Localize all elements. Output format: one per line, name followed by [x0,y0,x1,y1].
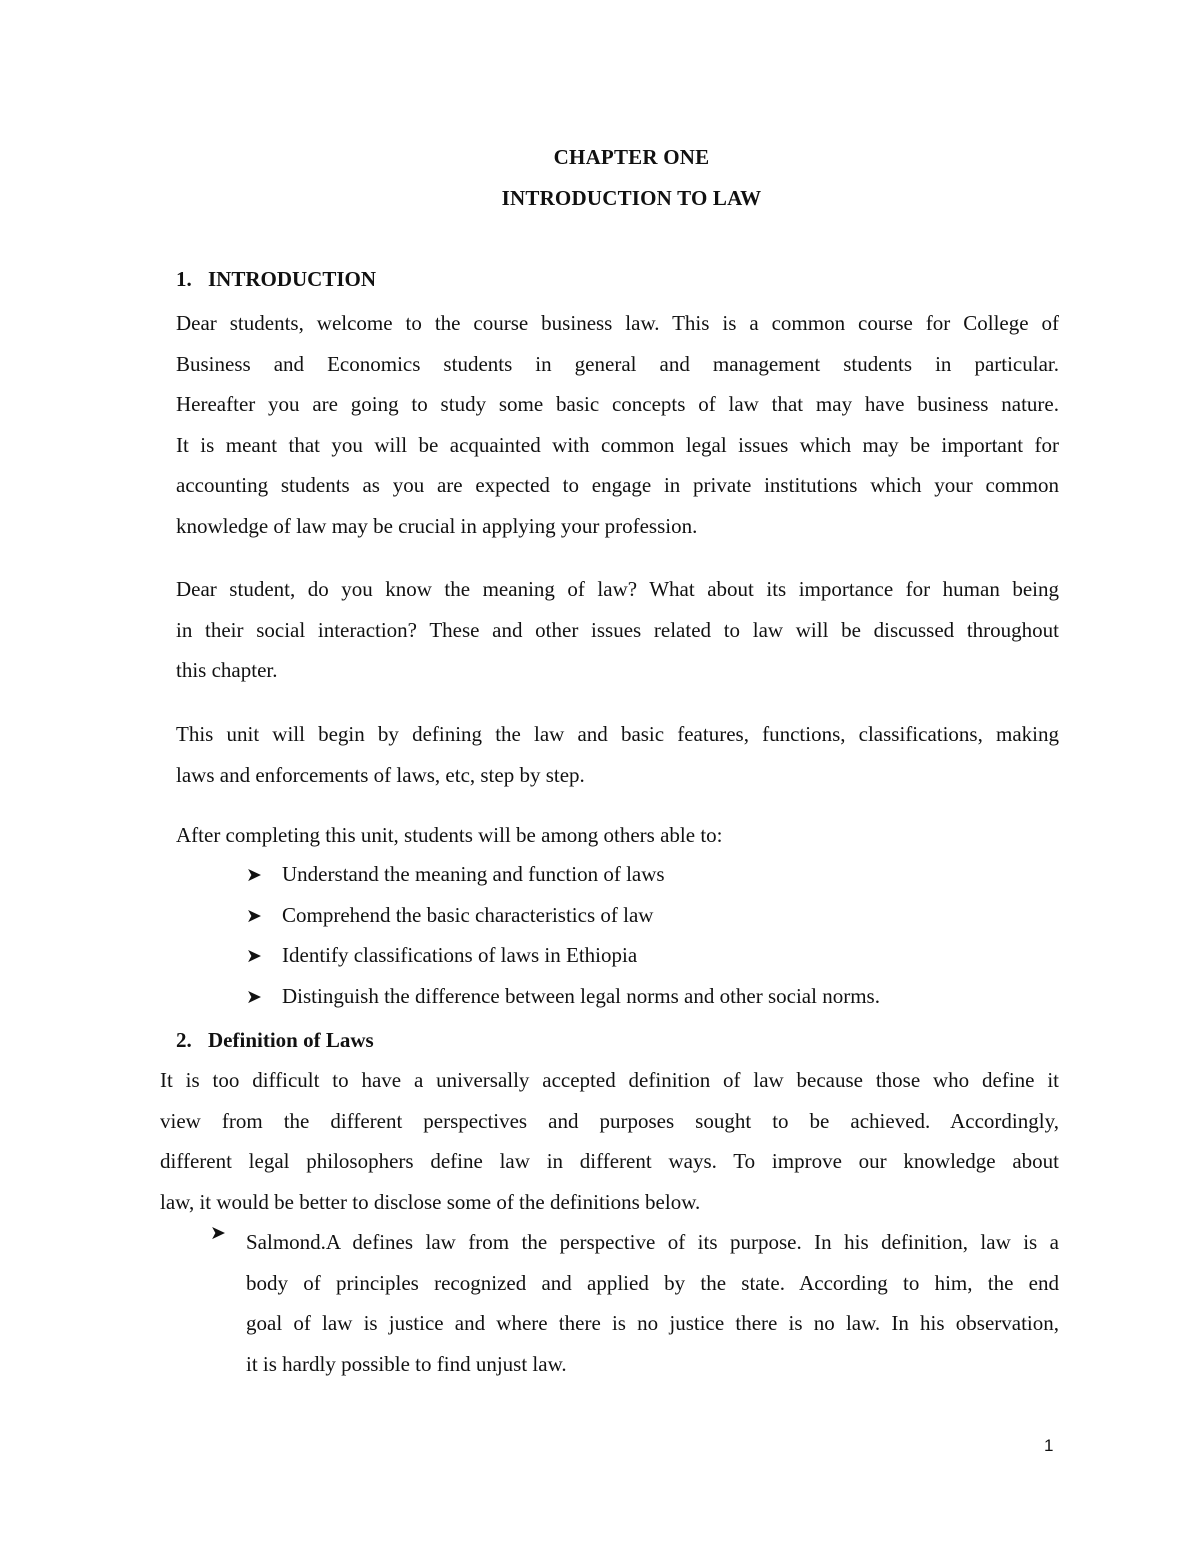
section-2-heading [176,1028,374,1053]
page-number: 1 [1044,1436,1054,1455]
objectives-intro [176,815,1059,856]
list-item-text: Distinguish the difference between legal norms and other social norms. [282,983,880,1008]
objectives-list [246,862,880,1024]
paragraph-line: different legal philosophers define law in different ways. To improve our knowledge about [160,1149,1059,1173]
arrowhead-bullet-icon: ➤ [246,864,262,886]
chapter-title: CHAPTER ONE [553,145,710,169]
paragraph-line: After completing this unit, students will be among others able to: [176,823,723,847]
definitions-list [210,1222,246,1263]
paragraph-line: It is meant that you will be acquainted with common legal issues which may be important for [176,432,1059,457]
definition-paragraph [160,1060,1059,1222]
list-item-text: Identify classifications of laws in Ethiopia [282,943,638,967]
arrowhead-bullet-icon: ➤ [210,1222,226,1244]
intro-paragraph-1 [176,303,1059,546]
list-item-text: Understand the meaning and function of laws [282,862,665,886]
paragraph-line: body of principles recognized and applied by the state. According to him, the end [246,1270,1059,1295]
paragraph-line: in their social interaction? These and other issues related to law will be discussed throughout [176,617,1059,642]
section-1-number: 1. [176,267,192,291]
paragraph-line: it is hardly possible to find unjust law. [246,1351,567,1376]
paragraph-line: laws and enforcements of laws, etc, step by step. [176,762,585,787]
paragraph-line: knowledge of law may be crucial in applying your profession. [176,513,698,538]
section-2-title: Definition of Laws [208,1028,374,1052]
list-item [246,903,880,944]
list-item [246,862,880,903]
paragraph-line: view from the different perspectives and purposes sought to be achieved. Accordingly, [160,1108,1059,1133]
paragraph-line: It is too difficult to have a universally accepted definition of law because those who define it [160,1068,1059,1092]
list-item [246,984,880,1025]
paragraph-line: This unit will begin by defining the law and basic features, functions, classifications, making [176,722,1059,746]
arrowhead-bullet-icon: ➤ [246,904,262,927]
paragraph-line: Salmond.A defines law from the perspective of its purpose. In his definition, law is a [246,1230,1059,1254]
paragraph-line: law, it would be better to disclose some of the definitions below. [160,1189,701,1214]
intro-paragraph-2 [176,569,1059,691]
list-item [210,1222,246,1263]
intro-paragraph-3 [176,714,1059,795]
paragraph-line: Hereafter you are going to study some basic concepts of law that may have business nature. [176,392,1059,416]
paragraph-line: accounting students as you are expected to engage in private institutions which your common [176,473,1059,497]
section-2-number: 2. [176,1028,192,1052]
paragraph-line: Dear students, welcome to the course business law. This is a common course for College of [176,311,1059,335]
section-1-heading [176,267,376,292]
paragraph-line: Business and Economics students in general and management students in particular. [176,351,1059,376]
section-1-title: INTRODUCTION [208,267,377,291]
chapter-subtitle: INTRODUCTION TO LAW [501,186,762,210]
list-item-text: Comprehend the basic characteristics of law [282,902,654,927]
salmond-definition [246,1222,1059,1384]
arrowhead-bullet-icon: ➤ [246,945,262,967]
paragraph-line: Dear student, do you know the meaning of law? What about its importance for human being [176,577,1059,601]
paragraph-line: goal of law is justice and where there is no justice there is no law. In his observation, [246,1311,1059,1335]
list-item [246,943,880,984]
arrowhead-bullet-icon: ➤ [246,985,262,1008]
paragraph-line: this chapter. [176,658,278,682]
